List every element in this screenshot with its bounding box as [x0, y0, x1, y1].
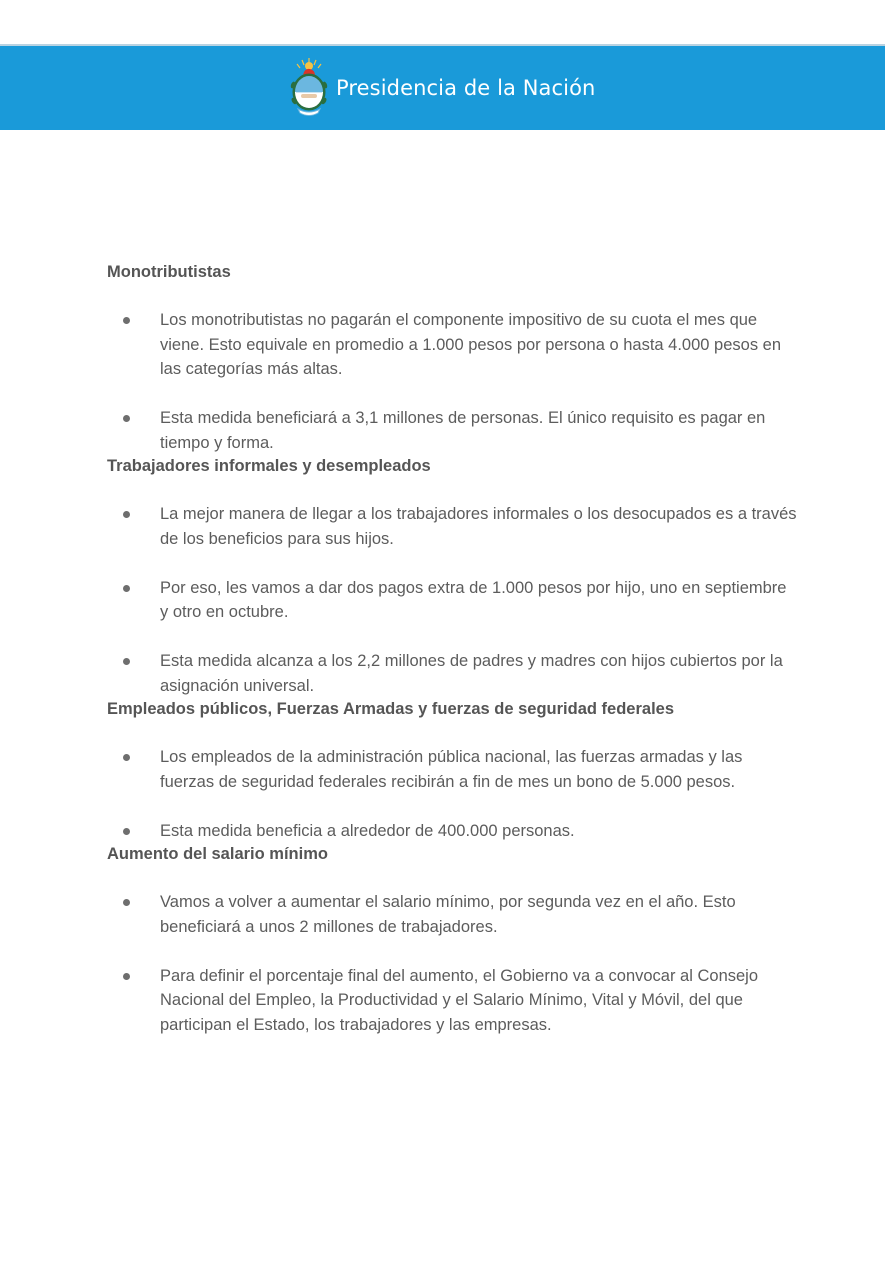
bullet-list: [107, 745, 797, 843]
bullet-icon: [123, 899, 130, 906]
bullet-list: [107, 308, 797, 455]
bullet-icon: [123, 585, 130, 592]
list-item: [107, 308, 797, 382]
bullet-icon: [123, 973, 130, 980]
list-item-text: Para definir el porcentaje final del aumento, el Gobierno va a convocar al Consejo Nacional del Empleo, la Productividad y el Salario Mínimo, Vital y Móvil, del que participan el Estado, los trabajadores y las empresas.: [160, 966, 759, 1034]
section-title: Empleados públicos, Fuerzas Armadas y fuerzas de seguridad federales: [107, 700, 675, 718]
site-title: Presidencia de la Nación: [336, 76, 596, 100]
argentina-coat-of-arms-icon: [288, 57, 330, 119]
list-item-text: La mejor manera de llegar a los trabajadores informales o los desocupados es a través de los beneficios para sus hijos.: [160, 505, 797, 548]
list-item-text: Los empleados de la administración pública nacional, las fuerzas armadas y las fuerzas de seguridad federales recibirán a fin de mes un bono de 5.000 pesos.: [160, 748, 743, 791]
brand[interactable]: [288, 56, 595, 120]
list-item: [107, 964, 797, 1038]
bullet-list: [107, 502, 797, 698]
list-item-text: Vamos a volver a aumentar el salario mínimo, por segunda vez en el año. Esto beneficiará a unos 2 millones de trabajadores.: [160, 893, 736, 936]
section-empleados-publicos: [107, 698, 797, 843]
document-body: [107, 261, 797, 1037]
list-item-text: Por eso, les vamos a dar dos pagos extra de 1.000 pesos por hijo, uno en septiembre y otro en octubre.: [160, 578, 787, 621]
list-item: [107, 576, 797, 625]
section-title: Trabajadores informales y desempleados: [107, 457, 431, 475]
section-monotributistas: [107, 261, 797, 455]
list-item-text: Esta medida beneficiará a 3,1 millones de personas. El único requisito es pagar en tiempo y forma.: [160, 409, 766, 452]
bullet-icon: [123, 658, 130, 665]
list-item: [107, 819, 797, 844]
list-item-text: Esta medida alcanza a los 2,2 millones de padres y madres con hijos cubiertos por la asignación universal.: [160, 652, 783, 695]
list-item: [107, 406, 797, 455]
section-salario-minimo: [107, 843, 797, 1037]
bullet-icon: [123, 317, 130, 324]
bullet-icon: [123, 415, 130, 422]
section-title: Monotributistas: [107, 263, 231, 281]
bullet-icon: [123, 511, 130, 518]
bullet-list: [107, 890, 797, 1037]
list-item: [107, 502, 797, 551]
header-bar: [0, 46, 885, 130]
list-item: [107, 890, 797, 939]
list-item-text: Esta medida beneficia a alrededor de 400.000 personas.: [160, 821, 575, 840]
bullet-icon: [123, 828, 130, 835]
section-trabajadores-informales: [107, 455, 797, 698]
list-item: [107, 649, 797, 698]
bullet-icon: [123, 754, 130, 761]
list-item: [107, 745, 797, 794]
section-title: Aumento del salario mínimo: [107, 845, 328, 863]
list-item-text: Los monotributistas no pagarán el componente impositivo de su cuota el mes que viene. Esto equivale en promedio a 1.000 pesos por persona o hasta 4.000 pesos en las categorías más altas.: [160, 311, 782, 378]
